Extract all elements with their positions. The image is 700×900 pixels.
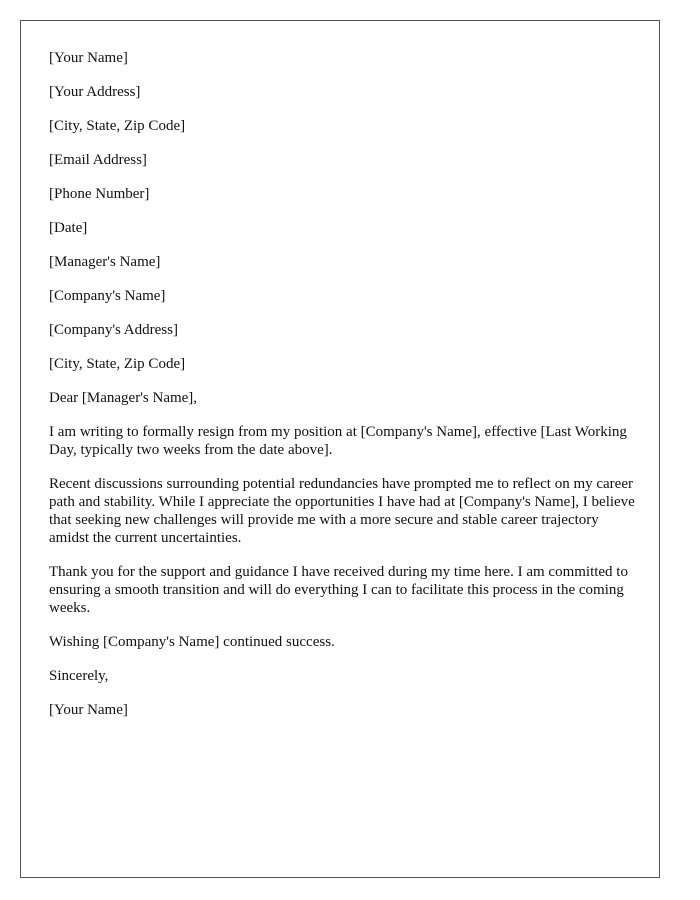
recipient-manager-name: [Manager's Name] bbox=[49, 254, 161, 270]
body-paragraph-wishes: Wishing [Company's Name] continued success. bbox=[49, 634, 335, 650]
resignation-letter bbox=[49, 49, 639, 735]
recipient-company-address: [Company's Address] bbox=[49, 322, 178, 338]
body-paragraph-thanks: Thank you for the support and guidance I have received during my time here. I am committed to ensuring a smooth transition and will do everything I can to facilitate this process in the coming weeks. bbox=[49, 564, 628, 616]
sender-email: [Email Address] bbox=[49, 152, 147, 168]
salutation: Dear [Manager's Name], bbox=[49, 390, 198, 406]
recipient-city-state-zip: [City, State, Zip Code] bbox=[49, 356, 186, 372]
sender-phone: [Phone Number] bbox=[49, 186, 150, 202]
body-paragraph-resignation: I am writing to formally resign from my position at [Company's Name], effective [Last Working Day, typically two weeks from the date above]. bbox=[49, 424, 627, 458]
letter-page bbox=[20, 20, 660, 878]
signature: [Your Name] bbox=[49, 702, 128, 718]
letter-date: [Date] bbox=[49, 220, 88, 236]
recipient-company-name: [Company's Name] bbox=[49, 288, 166, 304]
sender-name: [Your Name] bbox=[49, 50, 128, 66]
sender-address: [Your Address] bbox=[49, 84, 141, 100]
sender-city-state-zip: [City, State, Zip Code] bbox=[49, 118, 186, 134]
closing: Sincerely, bbox=[49, 668, 109, 684]
body-paragraph-reason: Recent discussions surrounding potential redundancies have prompted me to reflect on my career path and stability. While I appreciate the opportunities I have had at [Company's Name], I believe that seeking new challenges will provide me with a more secure and stable career trajectory amidst the current uncertainties. bbox=[49, 476, 635, 546]
